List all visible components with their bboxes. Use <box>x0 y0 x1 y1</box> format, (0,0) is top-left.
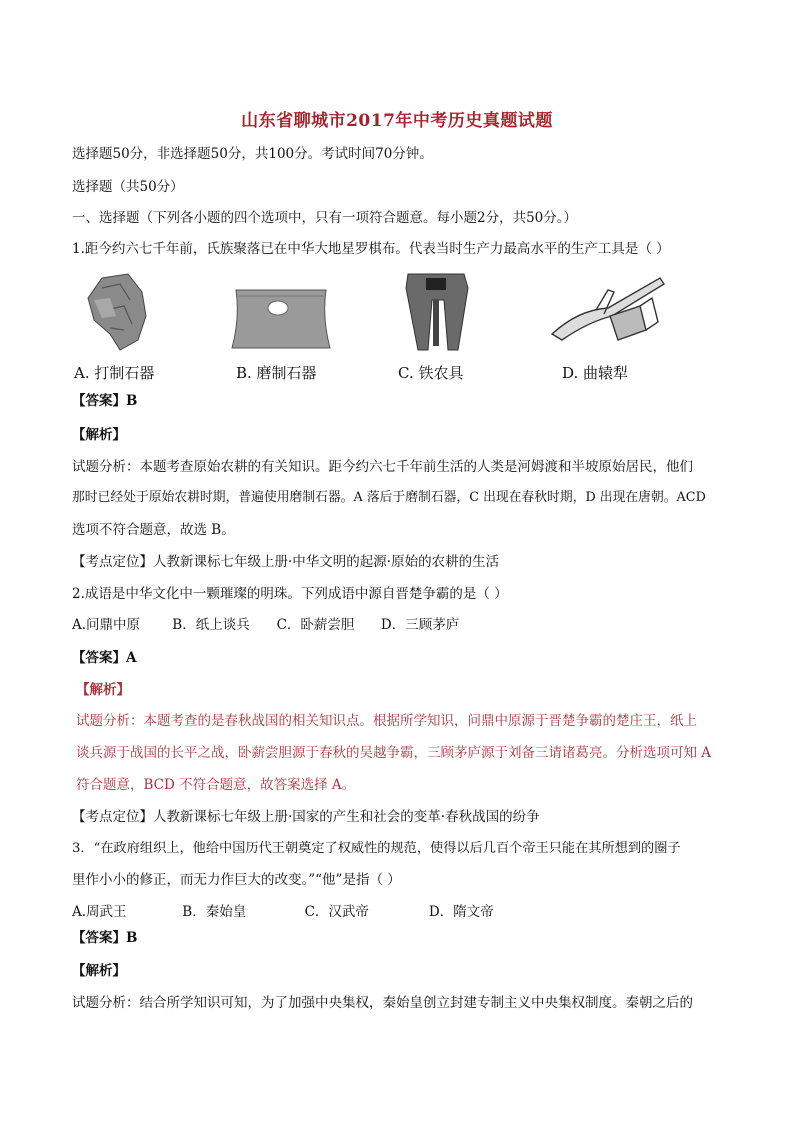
q3-stem-line-2: 里作小小的修正，而无力作巨大的改变。”“他”是指（ ） <box>72 872 401 888</box>
q2-analysis-line-2: 谈兵源于战国的长平之战，卧薪尝胆源于春秋的吴越争霸，三顾茅庐源于刘备三请诸葛亮。分析选项可知 A <box>76 745 712 761</box>
q1-analysis-label: 【解析】 <box>72 427 126 443</box>
page-title: 山东省聊城市2017年中考历史真题试题 <box>241 111 553 131</box>
q1-kaodian: 【考点定位】人教新课标七年级上册·中华文明的起源·原始的农耕的生活 <box>72 554 500 570</box>
q3-option-b: B．秦始皇 <box>182 904 247 920</box>
q3-analysis-line-1: 试题分析：结合所学知识可知，为了加强中央集权，秦始皇创立封建专制主义中央集权制度。秦朝之后的 <box>72 995 693 1011</box>
q2-option-a: A.问鼎中原 <box>72 617 141 633</box>
q2-kaodian: 【考点定位】人教新课标七年级上册·国家的产生和社会的变革·春秋战国的纷争 <box>72 809 540 825</box>
q3-analysis-label: 【解析】 <box>72 963 126 979</box>
chipped-stone-tool-image <box>80 270 190 354</box>
q3-answer: 【答案】B <box>72 930 138 946</box>
q2-option-c: C．卧薪尝胆 <box>276 617 355 633</box>
polished-stone-tool-image <box>226 270 336 354</box>
q2-analysis-label: 【解析】 <box>76 682 130 698</box>
q2-analysis-line-3: 符合题意，BCD 不符合题意，故答案选择 A。 <box>76 777 356 793</box>
q1-option-c: C. 铁农具 <box>398 364 464 382</box>
q1-stem: 1.距今约六七千年前，氏族聚落已在中华大地星罗棋布。代表当时生产力最高水平的生产工具是（ ） <box>72 241 670 257</box>
q3-option-c: C．汉武帝 <box>304 904 369 920</box>
section-instructions: 一、选择题（下列各小题的四个选项中，只有一项符合题意。每小题2分，共50分。） <box>72 210 578 226</box>
q1-option-a: A. 打制石器 <box>74 364 155 382</box>
curved-plow-image <box>548 270 672 354</box>
q2-options <box>72 615 459 635</box>
q3-option-a: A.周武王 <box>72 904 127 920</box>
q3-options <box>72 902 494 922</box>
q2-analysis-line-1: 试题分析：本题考查的是春秋战国的相关知识点。根据所学知识，问鼎中原源于晋楚争霸的楚庄王，纸上 <box>76 713 697 729</box>
q2-option-b: B．纸上谈兵 <box>172 617 250 633</box>
q3-option-d: D．隋文帝 <box>428 904 494 920</box>
q1-analysis-line-3: 选项不符合题意，故选 B。 <box>72 522 235 538</box>
q2-answer: 【答案】A <box>72 650 137 666</box>
q1-option-b: B. 磨制石器 <box>236 364 317 382</box>
iron-farm-tool-image <box>388 270 498 354</box>
q1-analysis-line-1: 试题分析：本题考查原始农耕的有关知识。距今约六七千年前生活的人类是河姆渡和半坡原始居民，他们 <box>72 459 693 475</box>
q2-option-d: D．三顾茅庐 <box>380 617 460 633</box>
q3-stem-line-1: 3．“在政府组织上，他给中国历代王朝奠定了权威性的规范，使得以后几百个帝王只能在其所想到的圈子 <box>72 841 681 856</box>
section-label: 选择题（共50分） <box>72 179 184 195</box>
q1-option-d: D. 曲辕犁 <box>562 364 629 382</box>
q2-stem: 2.成语是中华文化中一颗璀璨的明珠。下列成语中源自晋楚争霸的是（ ） <box>72 586 508 602</box>
intro-text: 选择题50分，非选择题50分，共100分。考试时间70分钟。 <box>72 146 433 162</box>
q1-analysis-line-2: 那时已经处于原始农耕时期，普遍使用磨制石器。A 落后于磨制石器，C 出现在春秋时期，D 出现在唐朝。ACD <box>72 490 706 505</box>
q1-answer: 【答案】B <box>72 393 138 409</box>
